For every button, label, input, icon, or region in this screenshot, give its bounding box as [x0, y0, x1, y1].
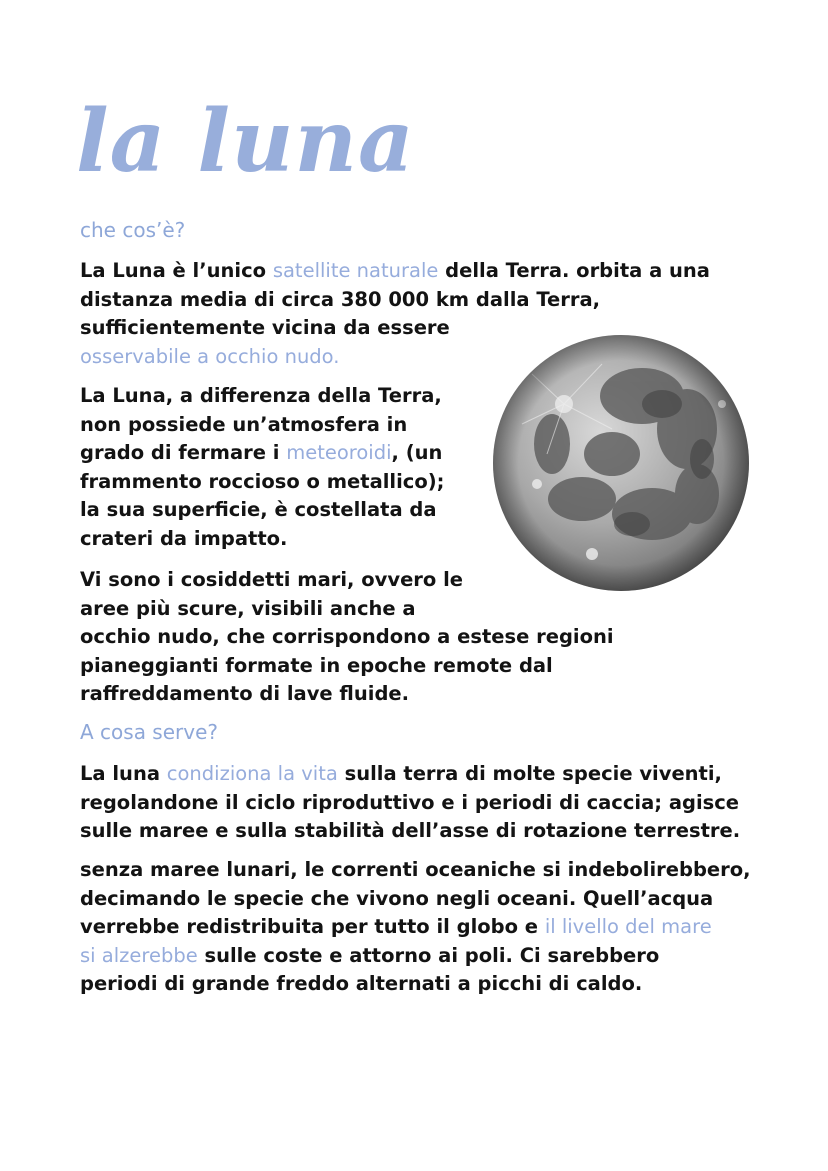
text-run: sulla terra di molte specie viventi, — [337, 762, 722, 785]
text-line — [80, 942, 751, 971]
text-run: pianeggianti formate in epoche remote dal — [80, 653, 553, 677]
text-line — [80, 439, 444, 468]
page-title: la luna — [76, 91, 415, 192]
text-run: sulle maree e sulla stabilità dell’asse di rotazione terrestre. — [80, 819, 741, 842]
text-line — [80, 817, 740, 846]
text-run: verrebbe redistribuita per tutto il globo e — [80, 915, 545, 938]
text-run: , (un — [391, 441, 443, 464]
text-line — [80, 382, 444, 411]
text-line — [80, 286, 710, 315]
highlighted-term: si alzerebbe — [80, 943, 198, 967]
text-line — [80, 970, 751, 999]
text-line — [80, 913, 751, 942]
text-run: della Terra. orbita a una — [438, 259, 710, 282]
highlighted-term: meteoroidi — [286, 441, 392, 464]
text-run: non possiede un’atmosfera in — [80, 412, 408, 436]
section-heading-purpose: A cosa serve? — [80, 720, 219, 744]
text-run: raffreddamento di lave fluide. — [80, 682, 410, 705]
text-run: frammento roccioso o metallico); — [80, 469, 445, 493]
text-run: grado di fermare i — [80, 441, 287, 464]
highlighted-term: satellite naturale — [272, 259, 439, 282]
text-run: crateri da impatto. — [80, 526, 288, 550]
text-run: periodi di grande freddo alternati a picchi di caldo. — [80, 972, 643, 995]
text-run: la sua superficie, è costellata da — [80, 498, 437, 521]
highlighted-term: osservabile a occhio nudo. — [80, 344, 340, 368]
text-run: senza maree lunari, le correnti oceaniche si indebolirebbero, — [80, 858, 751, 881]
text-run: occhio nudo, che corrispondono a estese regioni — [80, 625, 614, 648]
text-line — [80, 760, 740, 789]
text-run: decimando le specie che vivono negli oceani. Quell’acqua — [80, 886, 714, 910]
text-line — [80, 885, 751, 914]
text-line — [80, 652, 614, 681]
text-run: aree più scure, visibili anche a — [80, 596, 416, 620]
paragraph-influence-on-life — [80, 760, 740, 846]
section-heading-what-is-it: che cos’è? — [80, 218, 186, 242]
text-run: sulle coste e attorno ai poli. Ci sarebbero — [197, 943, 660, 967]
text-line — [80, 595, 614, 624]
text-run: distanza media di circa 380 000 km dalla Terra, — [80, 287, 601, 311]
text-line — [80, 411, 444, 440]
text-line — [80, 680, 614, 709]
text-line — [80, 789, 740, 818]
highlighted-term: condiziona la vita — [166, 762, 338, 785]
highlighted-term: il livello del mare — [544, 915, 712, 938]
text-run: La Luna, a differenza della Terra, — [80, 384, 442, 407]
text-line — [80, 257, 710, 286]
moon-photo-icon — [492, 334, 750, 592]
paragraph-atmosphere — [80, 382, 444, 553]
text-line — [80, 623, 614, 652]
text-run: La luna — [80, 762, 167, 785]
paragraph-without-tides — [80, 856, 751, 999]
text-run: sufficientemente vicina da essere — [80, 316, 450, 339]
text-run: regolandone il ciclo riproduttivo e i periodi di caccia; agisce — [80, 790, 740, 814]
text-line — [80, 856, 751, 885]
text-line — [80, 496, 444, 525]
text-run: Vi sono i cosiddetti mari, ovvero le — [80, 568, 464, 591]
text-line — [80, 525, 444, 554]
text-run: La Luna è l’unico — [80, 259, 273, 282]
text-line — [80, 468, 444, 497]
